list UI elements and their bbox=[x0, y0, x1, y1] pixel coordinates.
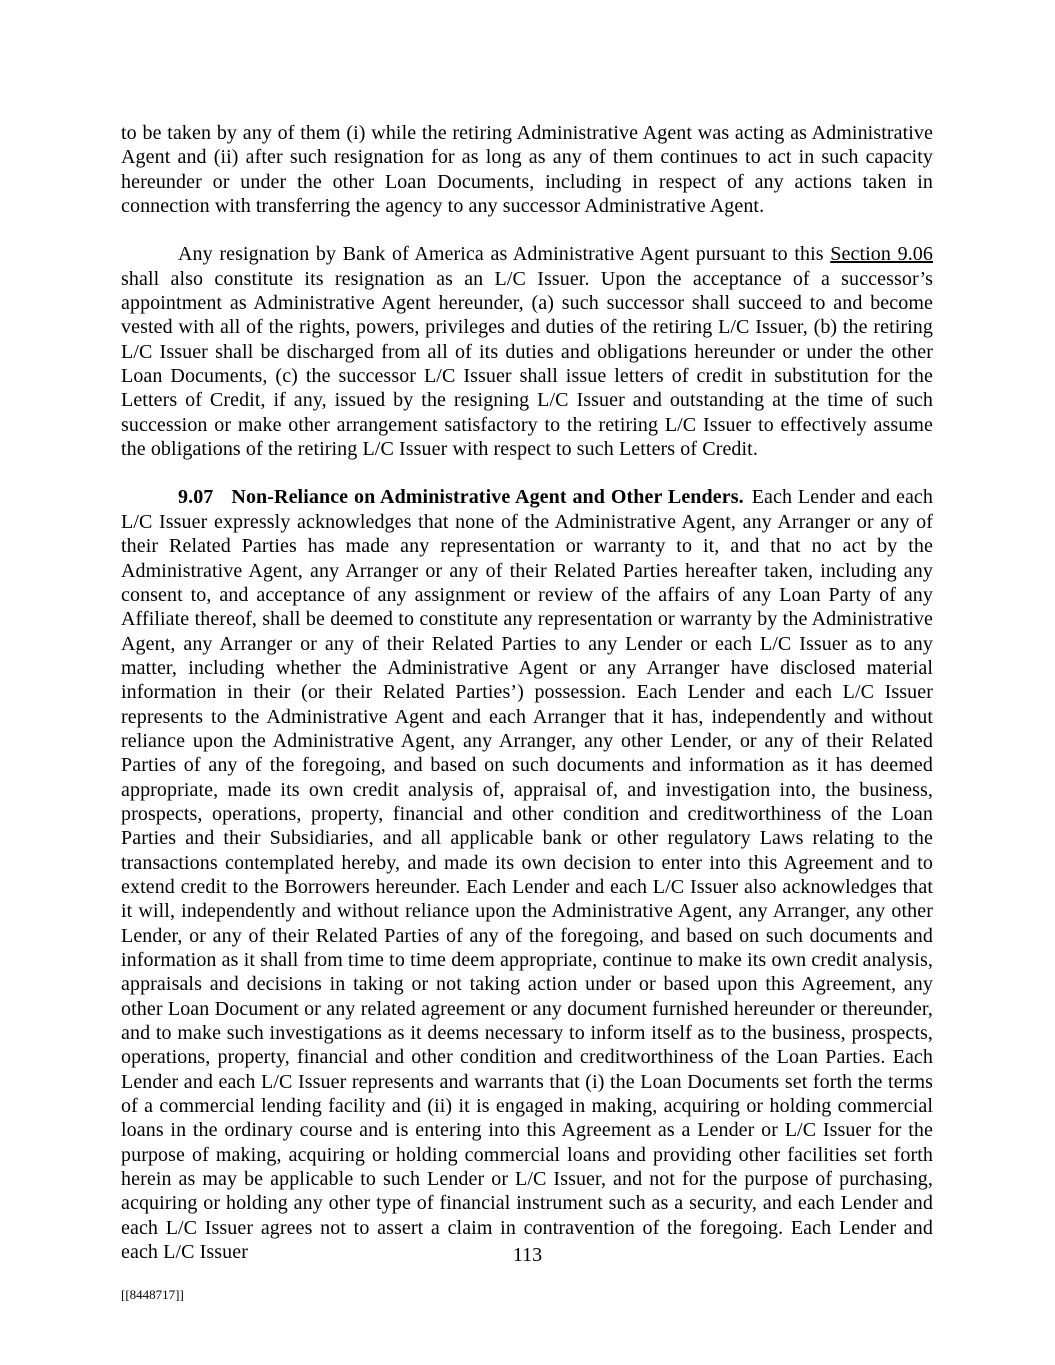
paragraph-continuation bbox=[121, 121, 933, 218]
page-content bbox=[121, 121, 933, 1288]
paragraph-resignation bbox=[121, 242, 933, 461]
section-body-text: Each Lender and each L/C Issuer expressly acknowledges that none of the Administrative Agent, any Arranger or any of their Related Parties has made any representation or warranty to it, and that no act by the Administrative Agent, any Arranger or any of their Related Parties hereafter taken, including any consent to, and acceptance of any assignment or review of the affairs of any Loan Party of any Affiliate thereof, shall be deemed to constitute any representation or warranty by the Administrative Agent, any Arranger or any of their Related Parties to any Lender or each L/C Issuer as to any matter, including whether the Administrative Agent or any Arranger have disclosed material information in their (or their Related Parties’) possession. Each Lender and each L/C Issuer represents to the Administrative Agent and each Arranger that it has, independently and without reliance upon the Administrative Agent, any Arranger, any other Lender, or any of their Related Parties of any of the foregoing, and based on such documents and information as it has deemed appropriate, made its own credit analysis of, appraisal of, and investigation into, the business, prospects, operations, property, financial and other condition and creditworthiness of the Loan Parties and their Subsidiaries, and all applicable bank or other regulatory Laws relating to the transactions contemplated hereby, and made its own decision to enter into this Agreement and to extend credit to the Borrowers hereunder. Each Lender and each L/C Issuer also acknowledges that it will, independently and without reliance upon the Administrative Agent, any Arranger, any other Lender, or any of their Related Parties of any of the foregoing, and based on such documents and information as it shall from time to time deem appropriate, continue to make its own credit analysis, appraisals and decisions in taking or not taking action under or based upon this Agreement, any other Loan Document or any related agreement or any document furnished hereunder or thereunder, and to make such investigations as it deems necessary to inform itself as to the business, prospects, operations, property, financial and other condition and creditworthiness of the Loan Parties. Each Lender and each L/C Issuer represents and warrants that (i) the Loan Documents set forth the terms of a commercial lending facility and (ii) it is engaged in making, acquiring or holding commercial loans in the ordinary course and is entering into this Agreement as a Lender or L/C Issuer for the purpose of making, acquiring or holding commercial loans and providing other facilities set forth herein as may be applicable to such Lender or L/C Issuer, and not for the purpose of purchasing, acquiring or holding any other type of financial instrument such as a security, and each Lender and each L/C Issuer agrees not to assert a claim in contravention of the foregoing. Each Lender and each L/C Issuer bbox=[121, 486, 933, 1264]
section-9-06-reference: Section 9.06 bbox=[830, 243, 933, 266]
document-id-stamp: [[8448717]] bbox=[121, 1287, 184, 1302]
section-number: 9.07 bbox=[178, 486, 214, 509]
paragraph-section-9-07 bbox=[121, 485, 933, 1264]
resignation-text-before-reference: Any resignation by Bank of America as Administrative Agent pursuant to this bbox=[178, 243, 831, 266]
page-number: 113 bbox=[512, 1244, 543, 1266]
section-heading: Non-Reliance on Administrative Agent and Other Lenders. bbox=[231, 486, 744, 509]
resignation-text-after-reference: shall also constitute its resignation as an L/C Issuer. Upon the acceptance of a successor’s appointment as Administrative Agent hereunder, (a) such successor shall succeed to and become vested with all of the rights, powers, privileges and duties of the retiring L/C Issuer, (b) the retiring L/C Issuer shall be discharged from all of its duties and obligations hereunder or under the other Loan Documents, (c) the successor L/C Issuer shall issue letters of credit in substitution for the Letters of Credit, if any, issued by the resigning L/C Issuer and outstanding at the time of such succession or make other arrangement satisfactory to the retiring L/C Issuer to effectively assume the obligations of the retiring L/C Issuer with respect to such Letters of Credit. bbox=[121, 267, 933, 461]
paragraph-continuation-text: to be taken by any of them (i) while the retiring Administrative Agent was acting as Administrative Agent and (ii) after such resignation for as long as any of them continues to act in such capacity hereunder or under the other Loan Documents, including in respect of any actions taken in connection with transferring the agency to any successor Administrative Agent. bbox=[121, 122, 933, 218]
